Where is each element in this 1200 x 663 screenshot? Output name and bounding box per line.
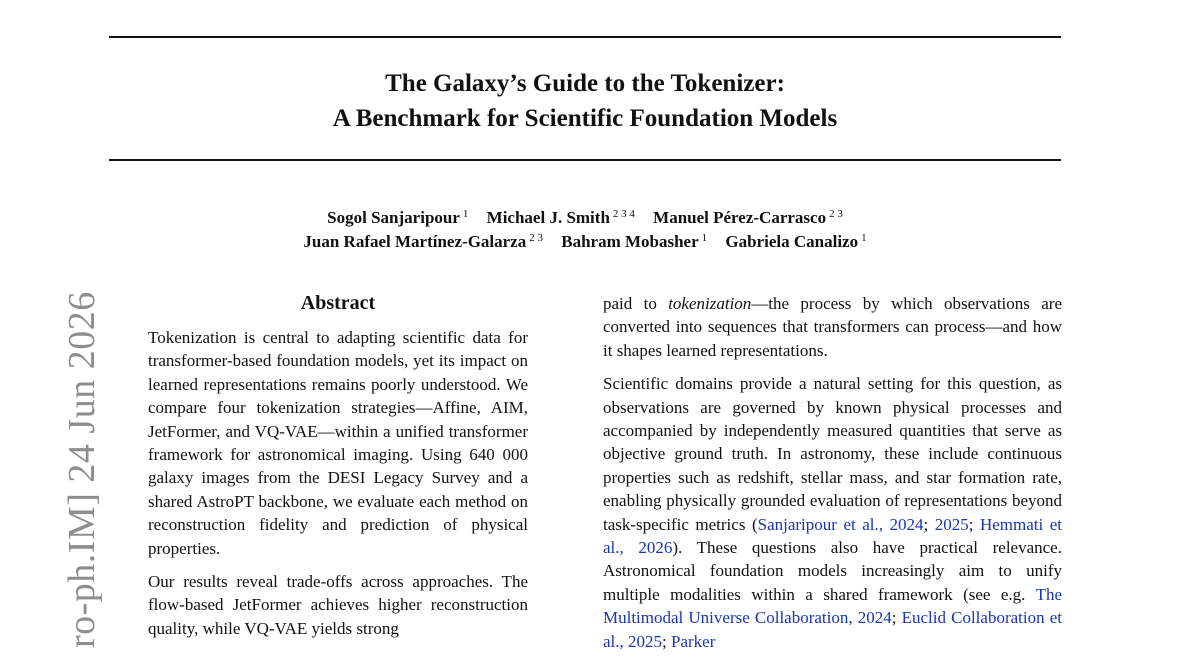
author: Bahram Mobasher $^1$ [561,232,708,251]
bottom-rule [109,159,1061,161]
citation-link[interactable]: Hemmati et al., 2026 [603,514,1063,558]
affiliation-mark: 1 [462,208,469,220]
citation-link[interactable]: Euclid Collaboration et al., 2025 [603,608,1062,651]
affiliation-mark: 1 [701,232,708,244]
author: Juan Rafael Martínez-Galarza $^{2 3}$ [303,232,543,251]
citation-link[interactable]: 2025 [934,514,969,534]
paper-title-line-1: The Galaxy’s Guide to the Tokenizer: [385,70,785,97]
abstract-column [148,326,528,650]
intro-paragraph-1: paid to tokenization—the process by which observations are converted into sequences that transformers can process—and how it shapes learned representations. [603,294,1062,360]
intro-paragraph-2: Scientific domains provide a natural setting for this question, as observations are governed by known physical processes and accompanied by independently measured quantities that serve as objective ground truth. In astronomy, these include continuous properties such as redshift, stellar mass, and star formation rate, enabling physically grounded evaluation of representations beyond task-specific metrics (Sanjaripour et al., 2024; 2025; Hemmati et al., 2026). These questions also have practical relevance. Astronomical foundation models increasingly aim to unify multiple modalities within a shared framework (see e.g. The Multimodal Universe Collaboration, 2024; Euclid Collaboration et al., 2025; Parker [603,374,1063,651]
citation-link[interactable]: The Multimodal Universe Collaboration, 2024 [603,584,1062,628]
abstract-paragraph-2: Our results reveal trade-offs across approaches. The flow-based JetFormer achieves higher reconstruction quality, while VQ-VAE yields strong [148,572,528,638]
abstract-paragraph-1: Tokenization is central to adapting scientific data for transformer-based foundation models, yet its impact on learned representations remains poorly understood. We compare four tokenization strategies—Affine, AIM, JetFormer, and VQ-VAE—within a unified transformer framework for astronomical imaging. Using 640 000 galaxy images from the DESI Legacy Survey and a shared AstroPT backbone, we evaluate each method on reconstruction fidelity and prediction of physical properties. [148,328,528,558]
abstract-heading: Abstract [300,292,376,314]
affiliation-mark: 2 3 4 [612,208,635,220]
affiliation-mark: 2 3 [529,232,543,244]
author: Sogol Sanjaripour $^1$ [327,208,469,227]
citation-link[interactable]: Sanjaripour et al., 2024 [757,514,924,534]
affiliation-mark: 2 3 [829,208,843,220]
affiliation-mark: 1 [861,232,867,244]
author: Manuel Pérez-Carrasco $^{2 3}$ [653,208,843,227]
introduction-column [603,292,1062,663]
paper-title-line-2: A Benchmark for Scientific Foundation Models [332,105,838,132]
author: Michael J. Smith $^{2 3 4}$ [486,208,635,227]
top-rule [109,36,1061,38]
arxiv-stamp: ro-ph.IM] 24 Jun 2026 [61,291,103,648]
citation-link[interactable]: Parker [671,631,716,651]
author-list-line-2 [109,226,1061,254]
author: Gabriela Canalizo $^1$ [725,232,867,251]
